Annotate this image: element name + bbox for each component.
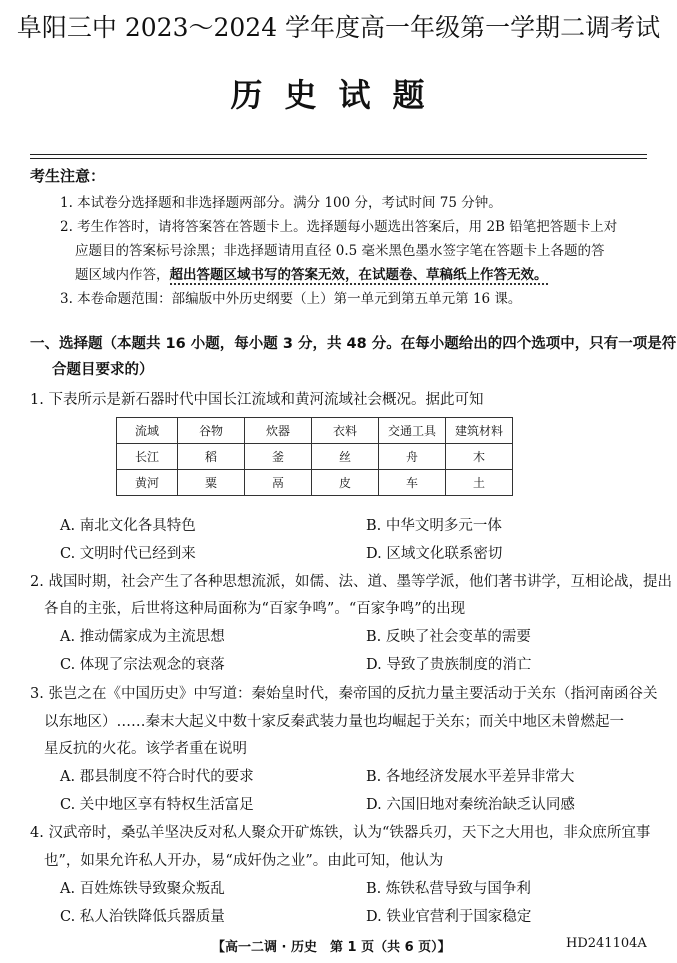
notice-item-1: 1. 本试卷分选择题和非选择题两部分。满分 100 分，考试时间 75 分钟。: [60, 195, 502, 211]
q3-stem-line-1: 3. 张岂之在《中国历史》中写道：秦始皇时代，秦帝国的反抗力量主要活动于关东（指河南函谷关: [30, 686, 658, 702]
q4-stem-line-2: 也”，如果允许私人开办，易“成奸伪之业”。由此可知，他认为: [44, 853, 444, 869]
table-cell: 釜: [245, 444, 312, 470]
table-cell: 鬲: [245, 470, 312, 496]
q2-option-c: C. 体现了宗法观念的衰落: [60, 657, 225, 673]
notice-item-2-line-3-text: 题区域内作答，: [75, 267, 170, 283]
q3-option-a: A. 郡县制度不符合时代的要求: [60, 769, 254, 785]
subject-title: 历史试题: [230, 76, 447, 114]
table-cell: 黄河: [117, 470, 178, 496]
table-header-row: [117, 418, 513, 444]
q2-option-b: B. 反映了社会变革的需要: [366, 629, 531, 645]
notice-item-2-line-1: 2. 考生作答时，请将答案答在答题卡上。选择题每小题选出答案后，用 2B 铅笔把答题卡上对: [60, 219, 618, 235]
exam-title: 阜阳三中 2023～2024 学年度高一年级第一学期二调考试: [16, 13, 661, 42]
q3-option-c: C. 关中地区享有特权生活富足: [60, 797, 254, 813]
table-cell: 木: [446, 444, 513, 470]
table-cell: 土: [446, 470, 513, 496]
q1-option-d: D. 区域文化联系密切: [366, 546, 503, 562]
notice-heading: 考生注意：: [30, 167, 106, 185]
q2-stem-line-1: 2. 战国时期，社会产生了各种思想流派，如儒、法、道、墨等学派，他们著书讲学，互相论战，提出: [30, 574, 672, 590]
table-cell: 丝: [312, 444, 379, 470]
q1-option-a: A. 南北文化各具特色: [60, 518, 196, 534]
table-cell: 稻: [178, 444, 245, 470]
table-header-cell: 谷物: [178, 418, 245, 444]
table-header-cell: 炊器: [245, 418, 312, 444]
table-row: [117, 444, 513, 470]
table-header-cell: 建筑材料: [446, 418, 513, 444]
table-header-cell: 流域: [117, 418, 178, 444]
notice-emphasis: 超出答题区域书写的答案无效，在试题卷、草稿纸上作答无效。: [169, 267, 548, 283]
q1-table: [116, 417, 513, 496]
divider-top: [30, 154, 647, 155]
q2-stem-line-2: 各自的主张，后世将这种局面称为“百家争鸣”。“百家争鸣”的出现: [44, 601, 466, 617]
notice-item-2-line-3: [75, 263, 548, 283]
q4-option-d: D. 铁业官营利于国家稳定: [366, 909, 532, 925]
q1-stem: 1. 下表所示是新石器时代中国长江流域和黄河流域社会概况。据此可知: [30, 392, 484, 408]
table-header-cell: 衣料: [312, 418, 379, 444]
table-header-cell: 交通工具: [379, 418, 446, 444]
q3-stem-line-3: 星反抗的火花。该学者重在说明: [44, 741, 247, 757]
table-row: [117, 470, 513, 496]
notice-item-3: 3. 本卷命题范围：部编版中外历史纲要（上）第一单元到第五单元第 16 课。: [60, 291, 522, 307]
q3-option-b: B. 各地经济发展水平差异非常大: [366, 769, 575, 785]
page-footer: 【高一二调 · 历史 第 1 页（共 6 页）】: [212, 940, 451, 955]
q4-option-c: C. 私人治铁降低兵器质量: [60, 909, 225, 925]
divider-bottom: [30, 158, 647, 159]
q4-stem-line-1: 4. 汉武帝时，桑弘羊坚决反对私人聚众开矿炼铁，认为“铁器兵刃，天下之大用也，非众庶所宜事: [30, 825, 651, 841]
q1-option-b: B. 中华文明多元一体: [366, 518, 502, 534]
table-cell: 车: [379, 470, 446, 496]
document-code: HD241104A: [566, 936, 647, 951]
q4-option-b: B. 炼铁私营导致与国争利: [366, 881, 531, 897]
q3-option-d: D. 六国旧地对秦统治缺乏认同感: [366, 797, 575, 813]
table-cell: 舟: [379, 444, 446, 470]
table-cell: 粟: [178, 470, 245, 496]
notice-item-2-line-2: 应题目的答案标号涂黑；非选择题请用直径 0.5 毫米黑色墨水签字笔在答题卡上各题的答: [75, 243, 605, 259]
q2-option-d: D. 导致了贵族制度的消亡: [366, 657, 532, 673]
table-cell: 皮: [312, 470, 379, 496]
section-heading-line-2: 合题目要求的）: [52, 362, 154, 378]
table-cell: 长江: [117, 444, 178, 470]
section-heading-line-1: 一、选择题（本题共 16 小题，每小题 3 分，共 48 分。在每小题给出的四个选项中，只有一项是符: [30, 336, 677, 352]
q3-stem-line-2: 以东地区）……秦末大起义中数十家反秦武装力量也均崛起于关东；而关中地区未曾燃起一: [44, 714, 624, 730]
q2-option-a: A. 推动儒家成为主流思想: [60, 629, 225, 645]
q1-option-c: C. 文明时代已经到来: [60, 546, 196, 562]
q4-option-a: A. 百姓炼铁导致聚众叛乱: [60, 881, 225, 897]
